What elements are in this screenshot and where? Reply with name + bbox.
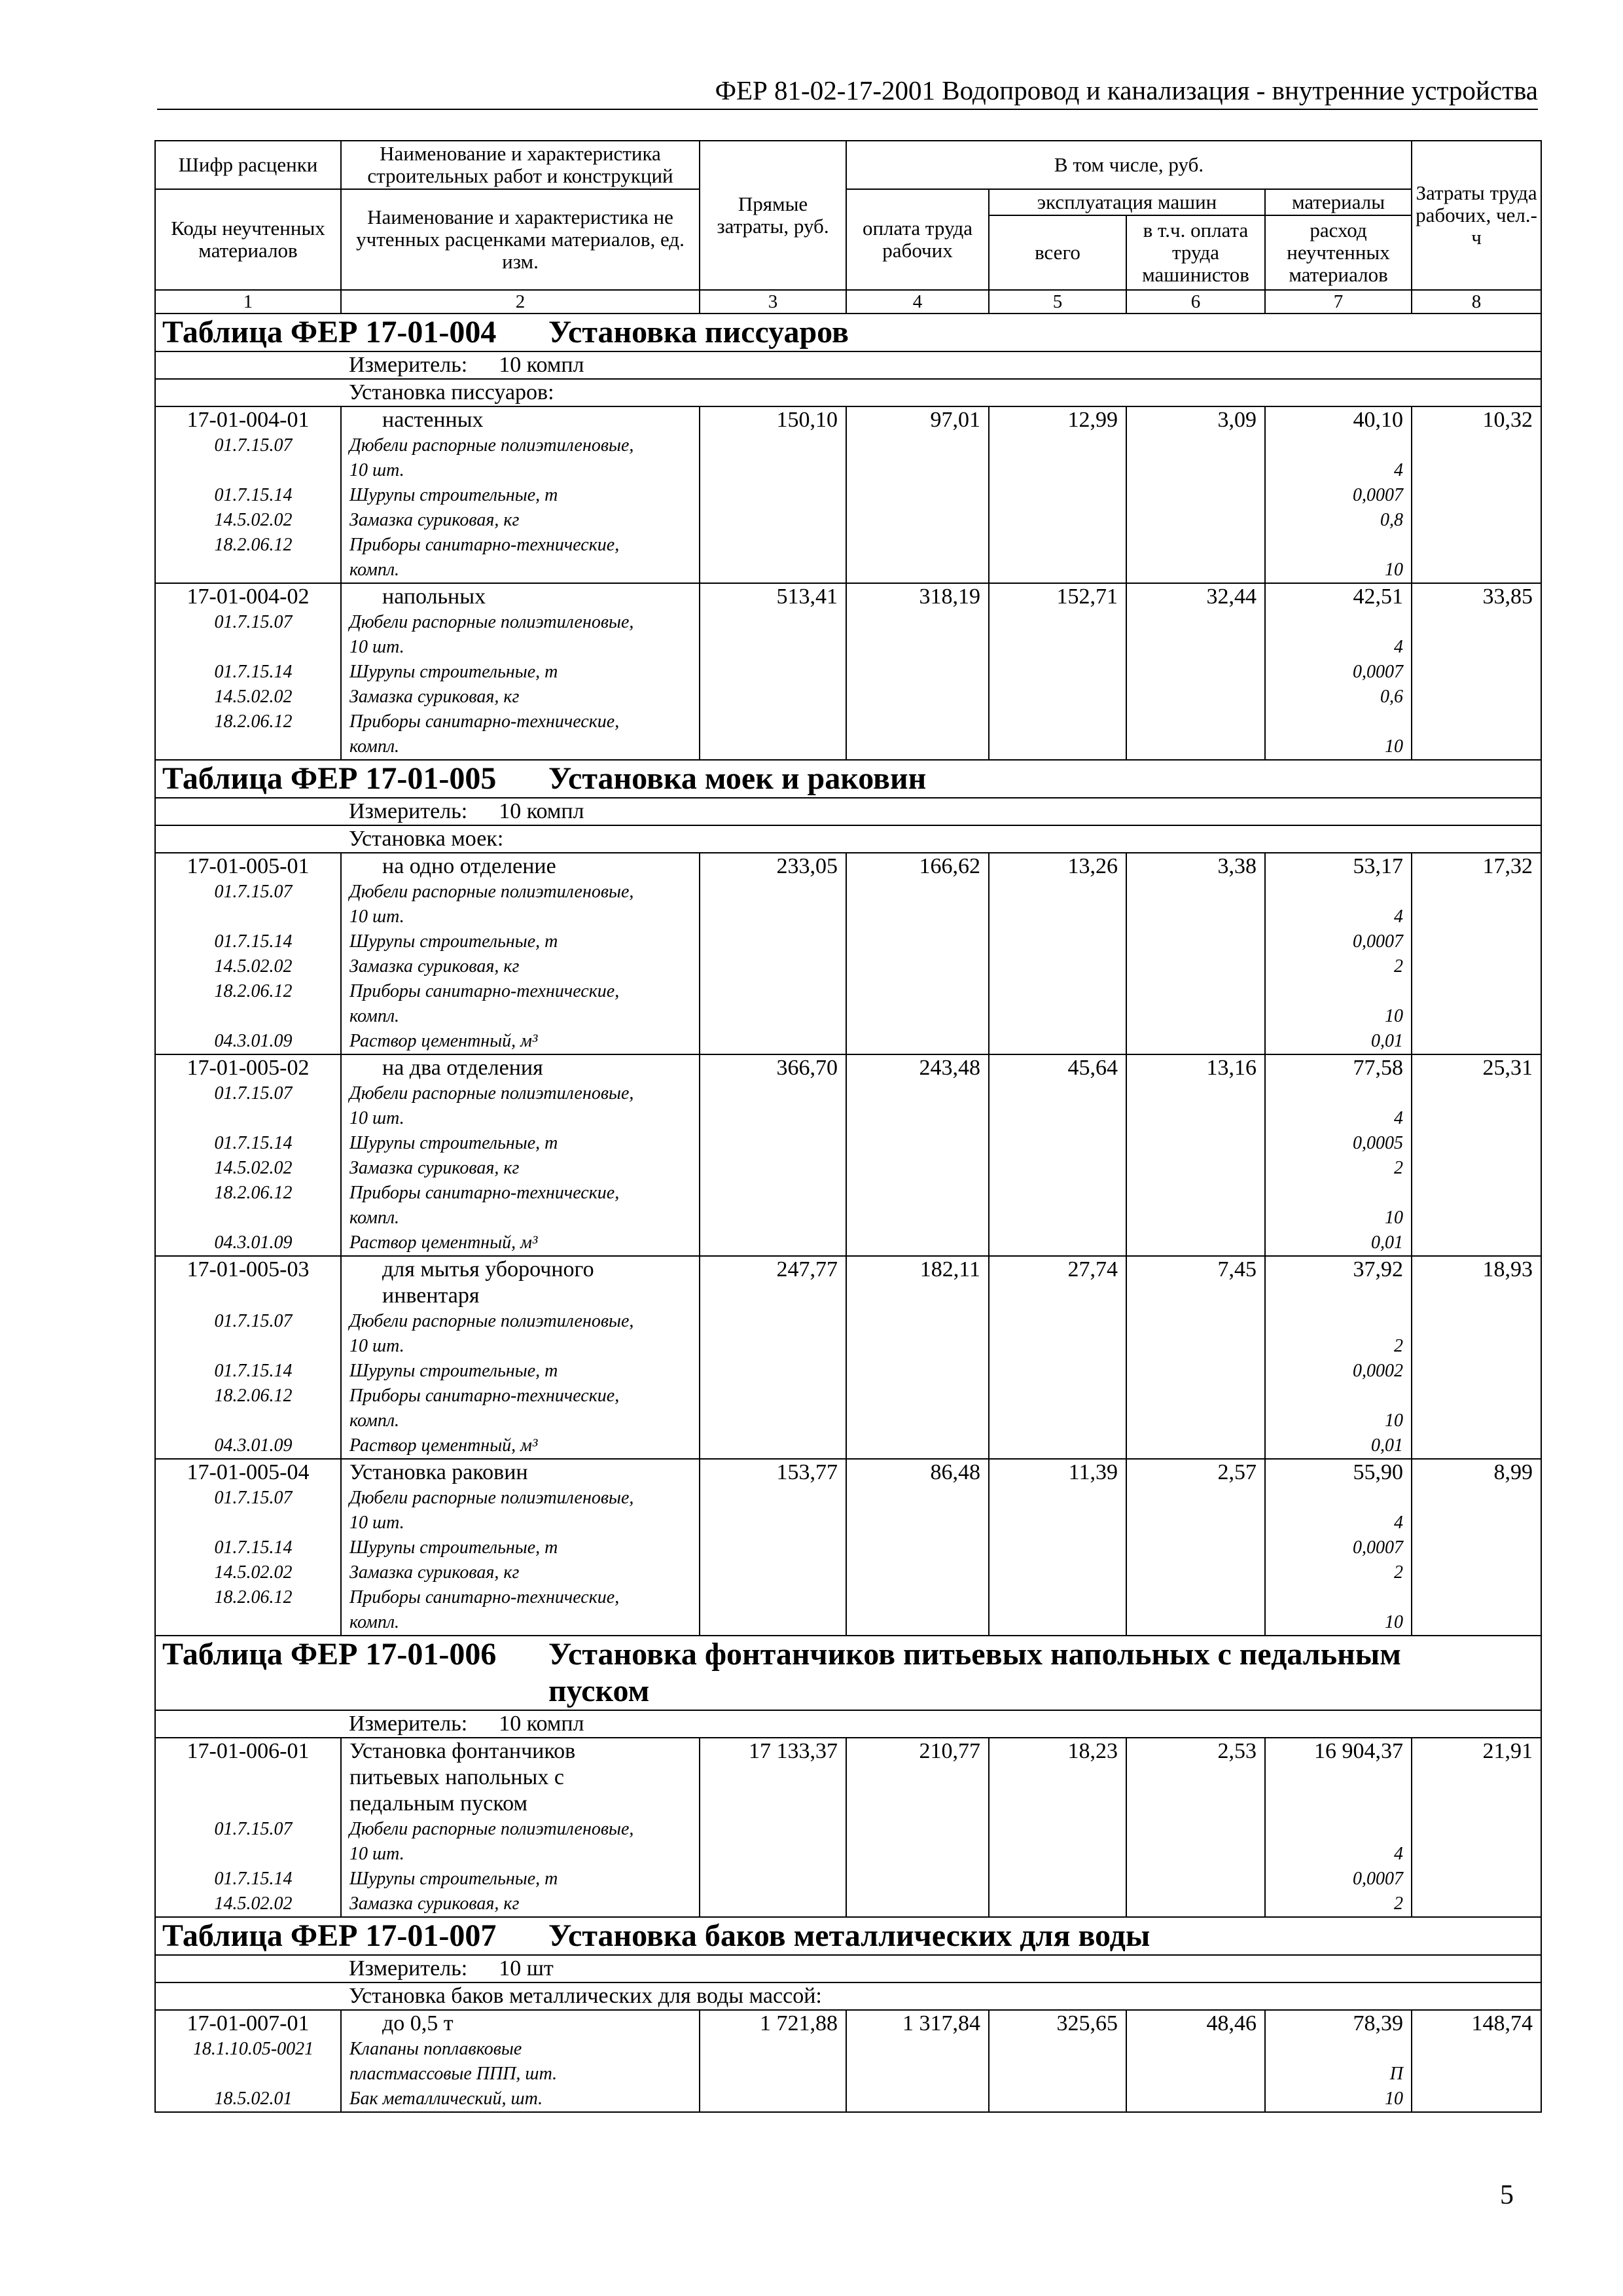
table-title (548, 1918, 1150, 1954)
rate-row (155, 1738, 1541, 1917)
material-qty: 10 (1385, 1006, 1404, 1026)
material-qty: 4 (1394, 1513, 1404, 1533)
material-name: компл. (349, 736, 400, 757)
machinists-pay: 48,46 (1126, 2010, 1265, 2112)
materials-cell (1265, 1256, 1412, 1459)
material-name: Замазка суриковая, кг (349, 1893, 520, 1914)
materials-cost: 16 904,37 (1314, 1739, 1404, 1763)
rate-code-cell (155, 1738, 341, 1917)
meter-row (155, 1710, 1541, 1738)
material-qty: 0,01 (1371, 1435, 1404, 1456)
rate-code-cell (155, 406, 341, 583)
labor-pay: 243,48 (846, 1054, 989, 1256)
material-name: 10 шт. (349, 1336, 404, 1356)
rate-code: 17-01-004-02 (187, 584, 310, 609)
rate-code: 17-01-005-04 (187, 1460, 310, 1484)
material-name: Замазка суриковая, кг (349, 687, 520, 707)
material-name: Дюбели распорные полиэтиленовые, (349, 1488, 634, 1508)
table-title (548, 761, 926, 797)
rate-code: 17-01-004-01 (187, 408, 310, 432)
material-code: 14.5.02.02 (214, 1893, 293, 1914)
material-name: 10 шт. (349, 637, 404, 657)
material-qty: 0,01 (1371, 1232, 1404, 1253)
meter-empty (155, 1955, 341, 1982)
rate-name: инвентаря (382, 1283, 480, 1308)
machinists-pay: 13,16 (1126, 1054, 1265, 1256)
material-qty: 0,6 (1380, 687, 1404, 707)
material-name: Шурупы строительные, т (349, 1869, 558, 1889)
material-code: 01.7.15.14 (214, 1133, 293, 1153)
labor-hours: 33,85 (1412, 583, 1541, 760)
machines-total: 45,64 (989, 1054, 1126, 1256)
material-code: 18.2.06.12 (214, 1183, 293, 1203)
material-code: 01.7.15.07 (214, 1083, 293, 1103)
rate-row (155, 406, 1541, 583)
rate-name-cell (341, 406, 700, 583)
meter-empty (155, 351, 341, 379)
material-qty: 0,0002 (1353, 1361, 1404, 1381)
table-heading-row (155, 1917, 1541, 1955)
rate-name: настенных (382, 408, 484, 432)
labor-pay: 166,62 (846, 853, 989, 1054)
materials-cost: 40,10 (1353, 408, 1404, 432)
material-code: 14.5.02.02 (214, 1158, 293, 1178)
rate-row (155, 1459, 1541, 1636)
labor-pay: 97,01 (846, 406, 989, 583)
material-name: Дюбели распорные полиэтиленовые, (349, 612, 634, 632)
table-title-line: Установка моек и раковин (548, 761, 927, 796)
rate-name-cell (341, 1738, 700, 1917)
table-heading-row (155, 314, 1541, 351)
spacer (1274, 1765, 1403, 1817)
machines-total: 13,26 (989, 853, 1126, 1054)
direct-costs: 247,77 (700, 1256, 846, 1459)
meter-cell (341, 351, 1541, 379)
rate-code: 17-01-006-01 (187, 1739, 310, 1763)
machinists-pay: 3,38 (1126, 853, 1265, 1054)
material-name: 10 шт. (349, 1513, 404, 1533)
meter-value: 10 компл (499, 1712, 584, 1736)
meter-row (155, 351, 1541, 379)
material-name: Дюбели распорные полиэтиленовые, (349, 1311, 634, 1331)
rate-name-cell (341, 1054, 700, 1256)
group-label: Установка моек: (341, 825, 1541, 853)
rate-row (155, 1054, 1541, 1256)
labor-pay: 1 317,84 (846, 2010, 989, 2112)
header-rule (157, 109, 1538, 110)
table-id: Таблица ФЕР 17-01-007 (162, 1918, 497, 1953)
material-name: Шурупы строительные, т (349, 931, 558, 952)
header-machinists-pay: в т.ч. оплата труда машинистов (1126, 215, 1265, 290)
material-code: 01.7.15.07 (214, 435, 293, 456)
machinists-pay: 32,44 (1126, 583, 1265, 760)
rate-code-cell (155, 1459, 341, 1636)
machinists-pay: 2,57 (1126, 1459, 1265, 1636)
meter-value: 10 компл (499, 353, 584, 377)
material-code: 01.7.15.14 (214, 1361, 293, 1381)
material-code: 01.7.15.14 (214, 1869, 293, 1889)
material-name: 10 шт. (349, 1108, 404, 1128)
material-code: 18.2.06.12 (214, 1386, 293, 1406)
material-name: 10 шт. (349, 906, 404, 927)
page-number: 5 (1500, 2180, 1514, 2210)
material-code: 14.5.02.02 (214, 687, 293, 707)
header-material-codes: Коды неучтенных материалов (155, 189, 341, 290)
rate-name: напольных (382, 584, 486, 609)
spacer (164, 1283, 332, 1309)
material-qty: 0,8 (1380, 510, 1404, 530)
group-label: Установка писсуаров: (341, 379, 1541, 406)
table-heading-row (155, 760, 1541, 798)
material-qty: 0,0005 (1353, 1133, 1404, 1153)
rate-name-cell (341, 583, 700, 760)
material-name: компл. (349, 1006, 400, 1026)
rate-row (155, 583, 1541, 760)
meter-empty (155, 798, 341, 825)
material-name: Дюбели распорные полиэтиленовые, (349, 435, 634, 456)
col-number-2: 2 (341, 290, 700, 314)
table-title-line: пуском (548, 1674, 650, 1708)
material-code: 04.3.01.09 (214, 1232, 293, 1253)
material-qty: 0,01 (1371, 1031, 1404, 1051)
rate-row (155, 853, 1541, 1054)
table-title-line: Установка фонтанчиков питьевых напольных с педальным (548, 1637, 1401, 1672)
table-title (548, 1636, 1401, 1710)
labor-pay: 86,48 (846, 1459, 989, 1636)
rate-name: Установка раковин (349, 1460, 528, 1484)
material-qty: 10 (1385, 1208, 1404, 1228)
material-name: Приборы санитарно-технические, (349, 711, 620, 732)
material-code: 18.2.06.12 (214, 981, 293, 1001)
rate-code-cell (155, 2010, 341, 2112)
rate-name: педальным пуском (349, 1791, 527, 1816)
group-label: Установка баков металлических для воды массой: (341, 1982, 1541, 2010)
material-name: Замазка суриковая, кг (349, 1562, 520, 1583)
material-name: Бак металлический, шт. (349, 2089, 543, 2109)
materials-cost: 78,39 (1353, 2011, 1404, 2036)
machines-total: 152,71 (989, 583, 1126, 760)
materials-cell (1265, 583, 1412, 760)
material-qty: 2 (1394, 1158, 1404, 1178)
labor-hours: 18,93 (1412, 1256, 1541, 1459)
direct-costs: 153,77 (700, 1459, 846, 1636)
rates-table (154, 140, 1542, 2113)
material-code: 01.7.15.07 (214, 1488, 293, 1508)
materials-cell (1265, 2010, 1412, 2112)
header-incl: В том числе, руб. (846, 141, 1412, 189)
material-qty: 0,0007 (1353, 1537, 1404, 1558)
meter-label: Измеритель: (349, 799, 468, 823)
labor-pay: 210,77 (846, 1738, 989, 1917)
material-name: компл. (349, 1208, 400, 1228)
material-qty: 2 (1394, 956, 1404, 977)
group-empty (155, 1982, 341, 2010)
group-empty (155, 825, 341, 853)
group-row (155, 379, 1541, 406)
material-code: 01.7.15.07 (214, 882, 293, 902)
col-number-8: 8 (1412, 290, 1541, 314)
material-code: 14.5.02.02 (214, 956, 293, 977)
materials-cell (1265, 406, 1412, 583)
material-qty: 2 (1394, 1336, 1404, 1356)
material-qty: 10 (1385, 1612, 1404, 1632)
col-number-5: 5 (989, 290, 1126, 314)
material-code: 04.3.01.09 (214, 1031, 293, 1051)
header-materials: материалы (1265, 189, 1412, 215)
material-name: Замазка суриковая, кг (349, 510, 520, 530)
materials-cell (1265, 1738, 1412, 1917)
rate-name-cell (341, 2010, 700, 2112)
header-work-name: Наименование и характеристика строительных работ и конструкций (341, 141, 700, 189)
material-code: 01.7.15.14 (214, 931, 293, 952)
direct-costs: 366,70 (700, 1054, 846, 1256)
material-name: Раствор цементный, м³ (349, 1435, 538, 1456)
col-number-1: 1 (155, 290, 341, 314)
rate-code: 17-01-007-01 (187, 2011, 310, 2036)
material-qty: 2 (1394, 1893, 1404, 1914)
material-name: Шурупы строительные, т (349, 1361, 558, 1381)
material-code: 01.7.15.14 (214, 485, 293, 505)
rate-name: Установка фонтанчиков (349, 1739, 576, 1763)
material-code: 04.3.01.09 (214, 1435, 293, 1456)
material-name: Шурупы строительные, т (349, 662, 558, 682)
machines-total: 27,74 (989, 1256, 1126, 1459)
material-name: Дюбели распорные полиэтиленовые, (349, 1083, 634, 1103)
rate-name-cell (341, 1256, 700, 1459)
machines-total: 18,23 (989, 1738, 1126, 1917)
col-number-4: 4 (846, 290, 989, 314)
material-qty: 10 (1385, 560, 1404, 580)
material-code: 01.7.15.14 (214, 1537, 293, 1558)
materials-cost: 77,58 (1353, 1056, 1404, 1080)
material-code: 14.5.02.02 (214, 510, 293, 530)
material-name: компл. (349, 1410, 400, 1431)
table-id: Таблица ФЕР 17-01-006 (162, 1637, 497, 1672)
rate-name: на два отделения (382, 1056, 543, 1080)
direct-costs: 17 133,37 (700, 1738, 846, 1917)
material-name: пластмассовые ППП, шт. (349, 2064, 558, 2084)
material-name: компл. (349, 1612, 400, 1632)
direct-costs: 233,05 (700, 853, 846, 1054)
table-title (548, 314, 849, 351)
machinists-pay: 7,45 (1126, 1256, 1265, 1459)
material-name: Приборы санитарно-технические, (349, 535, 620, 555)
material-name: Дюбели распорные полиэтиленовые, (349, 882, 634, 902)
rate-name: для мытья уборочного (382, 1257, 594, 1282)
rate-code: 17-01-005-03 (187, 1257, 310, 1282)
material-code: 01.7.15.07 (214, 612, 293, 632)
spacer (164, 1765, 332, 1817)
meter-value: 10 шт (499, 1956, 554, 1981)
header-direct-costs: Прямые затраты, руб. (700, 141, 846, 290)
rate-code-cell (155, 1256, 341, 1459)
page-header: ФЕР 81-02-17-2001 Водопровод и канализация - внутренние устройства (715, 75, 1538, 105)
material-name: 10 шт. (349, 1844, 404, 1864)
rate-row (155, 2010, 1541, 2112)
material-qty: 4 (1394, 1844, 1404, 1864)
meter-cell (341, 798, 1541, 825)
material-qty: П (1389, 2064, 1404, 2084)
spacer (1274, 1283, 1403, 1309)
rate-code-cell (155, 853, 341, 1054)
rate-name: до 0,5 т (382, 2011, 454, 2036)
col-number-7: 7 (1265, 290, 1412, 314)
material-qty: 10 (1385, 736, 1404, 757)
rate-name-cell (341, 853, 700, 1054)
meter-value: 10 компл (499, 799, 584, 823)
table-id: Таблица ФЕР 17-01-004 (162, 315, 497, 350)
header-labor-hours: Затраты труда рабочих, чел.-ч (1412, 141, 1541, 290)
material-name: компл. (349, 560, 400, 580)
group-row (155, 825, 1541, 853)
material-code: 18.5.02.01 (214, 2089, 293, 2109)
meter-cell (341, 1710, 1541, 1738)
material-qty: 4 (1394, 906, 1404, 927)
meter-row (155, 798, 1541, 825)
header-machines-total: всего (989, 215, 1126, 290)
material-qty: 0,0007 (1353, 931, 1404, 952)
machines-total: 12,99 (989, 406, 1126, 583)
materials-cell (1265, 853, 1412, 1054)
meter-row (155, 1955, 1541, 1982)
machines-total: 325,65 (989, 2010, 1126, 2112)
material-name: Приборы санитарно-технические, (349, 1587, 620, 1607)
header-materials-consumption: расход неучтенных материалов (1265, 215, 1412, 290)
material-name: Приборы санитарно-технические, (349, 981, 620, 1001)
table-title-line: Установка писсуаров (548, 315, 849, 350)
materials-cost: 53,17 (1353, 854, 1404, 878)
material-qty: 0,0007 (1353, 662, 1404, 682)
material-qty: 10 (1385, 2089, 1404, 2109)
material-name: Шурупы строительные, т (349, 485, 558, 505)
header-labor-pay: оплата труда рабочих (846, 189, 989, 290)
material-code: 14.5.02.02 (214, 1562, 293, 1583)
meter-label: Измеритель: (349, 1712, 468, 1736)
group-row (155, 1982, 1541, 2010)
direct-costs: 513,41 (700, 583, 846, 760)
rate-name: питьевых напольных с (349, 1765, 564, 1789)
material-name: Приборы санитарно-технические, (349, 1386, 620, 1406)
labor-hours: 10,32 (1412, 406, 1541, 583)
material-name: Замазка суриковая, кг (349, 956, 520, 977)
material-qty: 4 (1394, 637, 1404, 657)
material-name: Раствор цементный, м³ (349, 1232, 538, 1253)
material-name: 10 шт. (349, 460, 404, 480)
material-code: 01.7.15.07 (214, 1311, 293, 1331)
table-heading (155, 760, 1541, 798)
labor-pay: 182,11 (846, 1256, 989, 1459)
machines-total: 11,39 (989, 1459, 1126, 1636)
labor-pay: 318,19 (846, 583, 989, 760)
material-qty: 4 (1394, 1108, 1404, 1128)
rate-row (155, 1256, 1541, 1459)
material-name: Дюбели распорные полиэтиленовые, (349, 1819, 634, 1839)
material-code: 01.7.15.07 (214, 1819, 293, 1839)
table-heading (155, 314, 1541, 351)
table-title-line: Установка баков металлических для воды (548, 1918, 1150, 1953)
materials-cell (1265, 1459, 1412, 1636)
material-qty: 0,0007 (1353, 1869, 1404, 1889)
table-heading (155, 1636, 1541, 1710)
table-heading-row (155, 1636, 1541, 1710)
material-code: 18.2.06.12 (214, 711, 293, 732)
header-cipher: Шифр расценки (155, 141, 341, 189)
labor-hours: 8,99 (1412, 1459, 1541, 1636)
material-qty: 2 (1394, 1562, 1404, 1583)
machinists-pay: 3,09 (1126, 406, 1265, 583)
group-empty (155, 379, 341, 406)
meter-label: Измеритель: (349, 1956, 468, 1981)
machinists-pay: 2,53 (1126, 1738, 1265, 1917)
materials-cost: 42,51 (1353, 584, 1404, 609)
materials-cost: 37,92 (1353, 1257, 1404, 1282)
meter-label: Измеритель: (349, 353, 468, 377)
col-number-3: 3 (700, 290, 846, 314)
material-name: Раствор цементный, м³ (349, 1031, 538, 1051)
direct-costs: 1 721,88 (700, 2010, 846, 2112)
labor-hours: 25,31 (1412, 1054, 1541, 1256)
meter-empty (155, 1710, 341, 1738)
material-qty: 4 (1394, 460, 1404, 480)
material-qty: 0,0007 (1353, 485, 1404, 505)
direct-costs: 150,10 (700, 406, 846, 583)
header-material-names: Наименование и характеристика не учтенных расценками материалов, ед. изм. (341, 189, 700, 290)
material-code: 18.1.10.05-0021 (192, 2039, 314, 2059)
meter-cell (341, 1955, 1541, 1982)
materials-cell (1265, 1054, 1412, 1256)
material-name: Шурупы строительные, т (349, 1537, 558, 1558)
rate-name: на одно отделение (382, 854, 556, 878)
material-qty: 10 (1385, 1410, 1404, 1431)
material-name: Приборы санитарно-технические, (349, 1183, 620, 1203)
material-name: Шурупы строительные, т (349, 1133, 558, 1153)
header-machines: эксплуатация машин (989, 189, 1265, 215)
material-name: Клапаны поплавковые (349, 2039, 522, 2059)
rate-code: 17-01-005-01 (187, 854, 310, 878)
table-heading (155, 1917, 1541, 1955)
materials-cost: 55,90 (1353, 1460, 1404, 1484)
labor-hours: 148,74 (1412, 2010, 1541, 2112)
material-code: 01.7.15.14 (214, 662, 293, 682)
labor-hours: 21,91 (1412, 1738, 1541, 1917)
material-code: 18.2.06.12 (214, 1587, 293, 1607)
labor-hours: 17,32 (1412, 853, 1541, 1054)
rate-name-cell (341, 1459, 700, 1636)
table-id: Таблица ФЕР 17-01-005 (162, 761, 497, 796)
material-code: 18.2.06.12 (214, 535, 293, 555)
material-name: Замазка суриковая, кг (349, 1158, 520, 1178)
rate-code-cell (155, 583, 341, 760)
col-number-6: 6 (1126, 290, 1265, 314)
rate-code: 17-01-005-02 (187, 1056, 310, 1080)
rate-code-cell (155, 1054, 341, 1256)
